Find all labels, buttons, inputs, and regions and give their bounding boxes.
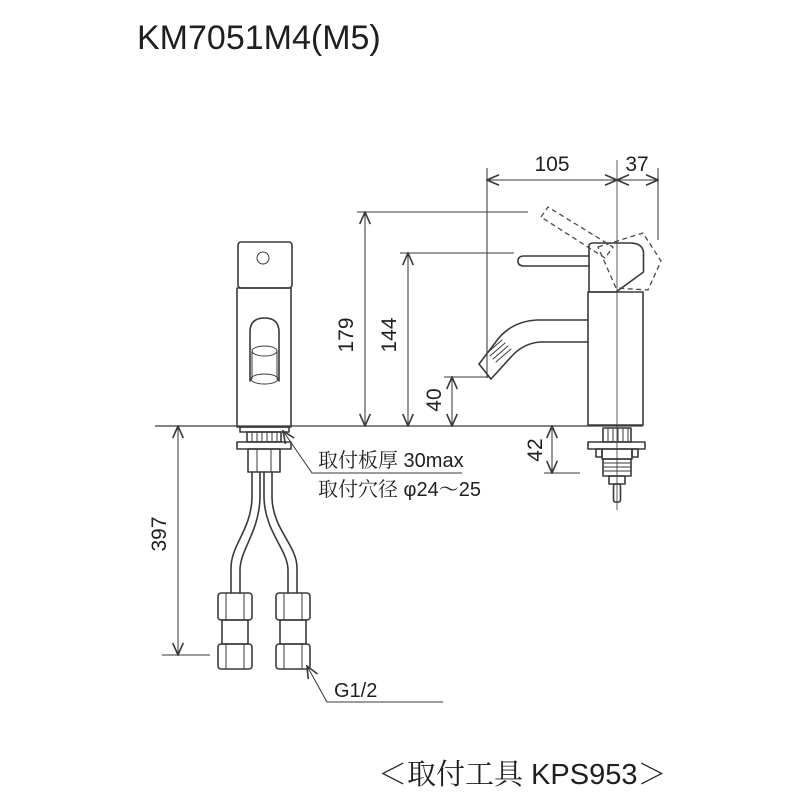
dim-397: 397 — [148, 516, 171, 552]
head-side — [589, 243, 644, 292]
dim-179: 179 — [335, 317, 358, 353]
shank-side — [588, 428, 645, 502]
body-side — [588, 292, 643, 425]
installation-tool-note: ＜取付工具 KPS953＞ — [378, 759, 667, 791]
hose-connector-left — [218, 593, 252, 669]
spout-side — [479, 320, 588, 379]
handle-dot — [257, 252, 269, 264]
handle-front — [238, 242, 292, 288]
hose-connector-right — [276, 593, 310, 669]
body-front — [237, 288, 291, 427]
escutcheon-front — [237, 442, 291, 449]
dim-105: 105 — [534, 153, 570, 176]
note-plate-thickness: 取付板厚 30max — [318, 450, 464, 472]
annotations — [283, 431, 481, 702]
supply-hoses — [231, 472, 297, 593]
dim-144: 144 — [378, 317, 401, 353]
front-view — [218, 242, 310, 669]
dim-37: 37 — [625, 153, 649, 176]
shank-front — [237, 427, 291, 472]
side-view — [479, 207, 661, 502]
lever-side — [518, 256, 589, 266]
note-thread: G1/2 — [334, 680, 378, 702]
note-hole-diameter: 取付穴径 φ24～25 — [318, 479, 482, 501]
escutcheon-side — [588, 442, 645, 449]
lever-raised-phantom — [541, 207, 613, 258]
spout-outlet-front — [250, 318, 279, 384]
drawing-title: KM7051M4(M5) — [137, 19, 381, 57]
aerator-knurl — [487, 340, 511, 362]
dim-40: 40 — [423, 388, 446, 412]
dim-42: 42 — [524, 438, 547, 462]
